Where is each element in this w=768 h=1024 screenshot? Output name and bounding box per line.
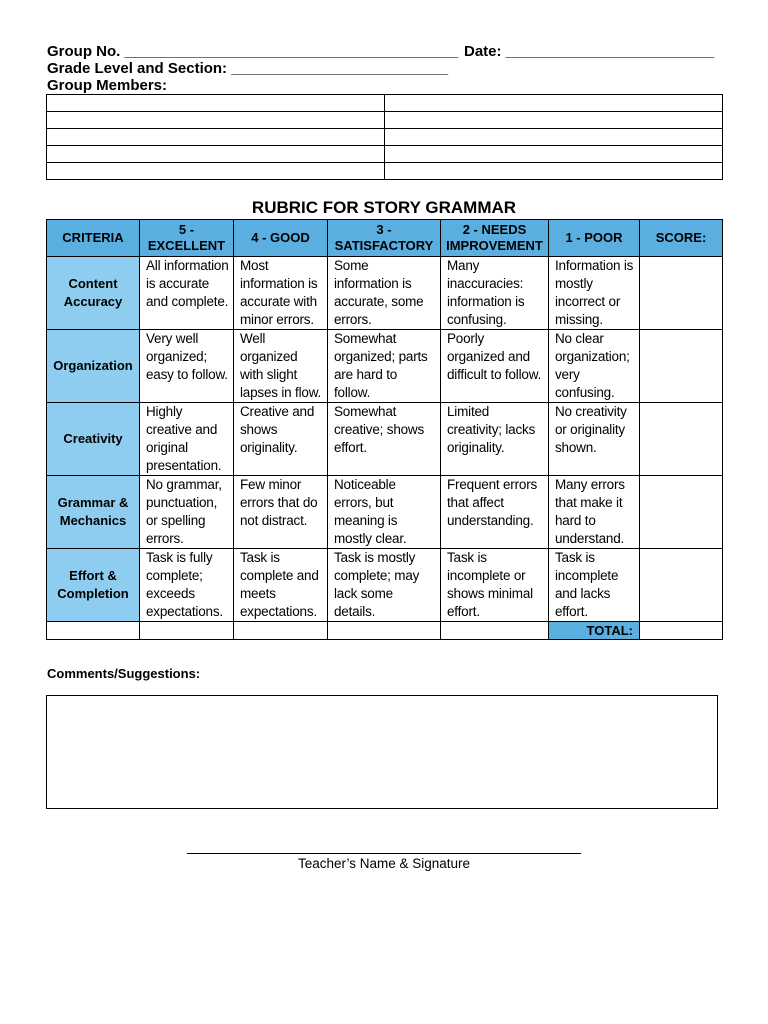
empty-cell [441,622,549,640]
member-cell[interactable] [47,129,385,146]
rubric-cell: Poorly organized and difficult to follow. [441,330,549,403]
rubric-title: RUBRIC FOR STORY GRAMMAR [251,198,517,217]
rubric-row [47,330,723,403]
rubric-cell: Task is incomplete and lacks effort. [549,549,640,622]
rubric-cell: Noticeable errors, but meaning is mostly clear. [328,476,441,549]
date-field[interactable]: Date: _________________________ [464,43,715,60]
rubric-cell: Task is mostly complete; may lack some details. [328,549,441,622]
rubric-cell: All information is accurate and complete. [140,257,234,330]
criteria-effort-completion: Effort & Completion [47,549,140,622]
header-poor: 1 - POOR [549,220,640,257]
rubric-cell: Frequent errors that affect understanding. [441,476,549,549]
member-cell[interactable] [47,112,385,129]
rubric-table [46,219,723,640]
empty-cell [328,622,441,640]
rubric-cell: Very well organized; easy to follow. [140,330,234,403]
header-needs-improvement: 2 - NEEDS IMPROVEMENT [441,220,549,257]
total-score-cell[interactable] [640,622,723,640]
criteria-grammar-mechanics: Grammar & Mechanics [47,476,140,549]
header-excellent: 5 - EXCELLENT [140,220,234,257]
member-row [47,163,723,180]
rubric-row [47,257,723,330]
score-cell[interactable] [640,330,723,403]
header-criteria: CRITERIA [47,220,140,257]
rubric-cell: Limited creativity; lacks originality. [441,403,549,476]
rubric-row [47,549,723,622]
member-cell[interactable] [47,95,385,112]
criteria-organization: Organization [47,330,140,403]
score-cell[interactable] [640,257,723,330]
rubric-cell: Many inaccuracies: information is confusing. [441,257,549,330]
header-satisfactory: 3 - SATISFACTORY [328,220,441,257]
criteria-content-accuracy: Content Accuracy [47,257,140,330]
member-cell[interactable] [385,163,723,180]
total-row [47,622,723,640]
member-cell[interactable] [385,129,723,146]
grade-section-field[interactable]: Grade Level and Section: __________________________ [47,60,449,77]
group-members-label: Group Members: [47,77,168,94]
member-row [47,95,723,112]
empty-cell [47,622,140,640]
rubric-cell: No grammar, punctuation, or spelling errors. [140,476,234,549]
rubric-cell: Information is mostly incorrect or missing. [549,257,640,330]
rubric-cell: Task is fully complete; exceeds expectations. [140,549,234,622]
member-cell[interactable] [385,95,723,112]
total-label: TOTAL: [549,622,640,640]
score-cell[interactable] [640,549,723,622]
signature-line [187,853,581,854]
rubric-cell: Most information is accurate with minor errors. [234,257,328,330]
signature-label: Teacher’s Name & Signature [297,856,471,871]
rubric-row [47,403,723,476]
rubric-cell: Highly creative and original presentation. [140,403,234,476]
header-good: 4 - GOOD [234,220,328,257]
rubric-cell: Some information is accurate, some errors. [328,257,441,330]
member-cell[interactable] [385,146,723,163]
rubric-cell: Task is incomplete or shows minimal effort. [441,549,549,622]
rubric-cell: Task is complete and meets expectations. [234,549,328,622]
comments-box[interactable] [46,695,718,809]
rubric-cell: No clear organization; very confusing. [549,330,640,403]
comments-label: Comments/Suggestions: [47,666,201,681]
rubric-cell: Somewhat creative; shows effort. [328,403,441,476]
member-cell[interactable] [385,112,723,129]
group-no-field[interactable]: Group No. ________________________________________ [47,43,459,60]
member-cell[interactable] [47,163,385,180]
rubric-cell: Creative and shows originality. [234,403,328,476]
score-cell[interactable] [640,476,723,549]
member-row [47,129,723,146]
group-members-table [46,94,723,180]
member-row [47,146,723,163]
rubric-cell: Many errors that make it hard to understand. [549,476,640,549]
rubric-header-row [47,220,723,257]
score-cell[interactable] [640,403,723,476]
rubric-row [47,476,723,549]
rubric-cell: Few minor errors that do not distract. [234,476,328,549]
member-row [47,112,723,129]
criteria-creativity: Creativity [47,403,140,476]
rubric-cell: Somewhat organized; parts are hard to follow. [328,330,441,403]
header-score: SCORE: [640,220,723,257]
rubric-cell: Well organized with slight lapses in flow. [234,330,328,403]
member-cell[interactable] [47,146,385,163]
rubric-cell: No creativity or originality shown. [549,403,640,476]
empty-cell [234,622,328,640]
empty-cell [140,622,234,640]
